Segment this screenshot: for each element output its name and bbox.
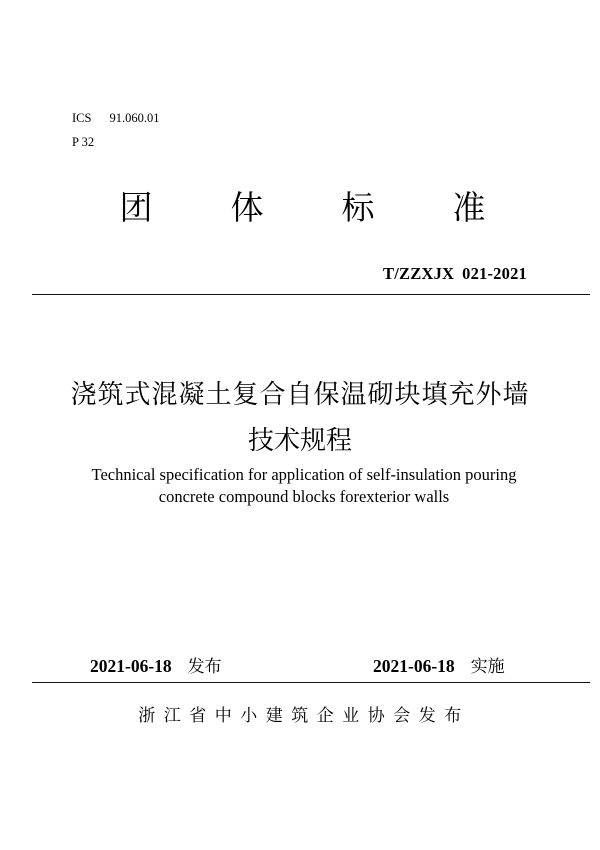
ics-classification <box>72 110 159 126</box>
implementation-date-row <box>373 654 505 679</box>
title-english-line1: Technical specification for application of self-insulation pouring <box>91 465 517 484</box>
publisher: 浙江省中小建筑企业协会发布 <box>138 706 470 726</box>
standard-code: 021-2021 <box>462 264 527 283</box>
ccs-classification: P 32 <box>72 135 95 149</box>
ics-code: 91.060.01 <box>109 111 160 125</box>
document-type-heading <box>0 188 600 228</box>
issue-date-row <box>90 654 222 679</box>
doc-type-char: 准 <box>452 188 486 227</box>
standard-number <box>383 264 527 284</box>
doc-type-char: 团 <box>119 188 153 227</box>
doc-type-char: 体 <box>230 188 264 227</box>
bottom-divider <box>32 682 590 683</box>
issue-label: 发布 <box>187 657 222 677</box>
implementation-date: 2021-06-18 <box>373 656 455 676</box>
title-chinese-line1: 浇筑式混凝土复合自保温砌块填充外墙 <box>70 380 530 410</box>
doc-type-char: 标 <box>341 188 375 227</box>
top-divider <box>32 294 590 295</box>
title-chinese-line2: 技术规程 <box>247 426 352 456</box>
title-english-line2: concrete compound blocks forexterior walls <box>158 487 450 506</box>
implementation-label: 实施 <box>470 657 505 677</box>
ics-label: ICS <box>72 111 92 125</box>
standard-prefix: T/ZZXJX <box>383 264 455 283</box>
issue-date: 2021-06-18 <box>90 656 172 676</box>
